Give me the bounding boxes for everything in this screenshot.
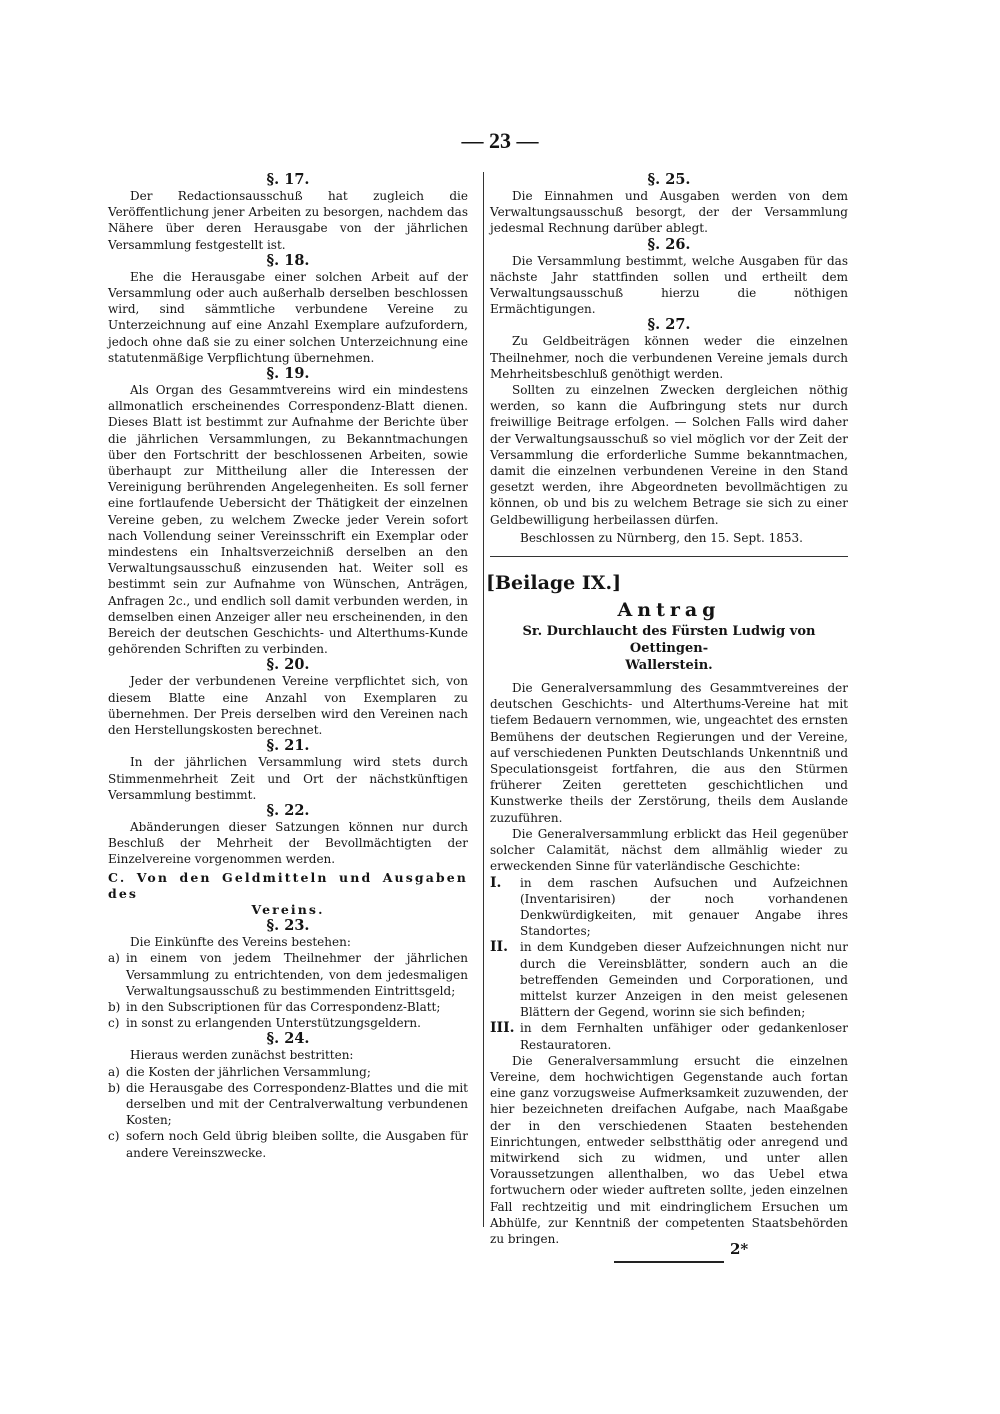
list-item-label: a) xyxy=(108,951,120,966)
list-item xyxy=(490,875,848,940)
list-item-label: I. xyxy=(490,874,502,891)
list-item-label: b) xyxy=(108,1080,121,1095)
list-item-text: in dem Fernhalten unfähiger oder gedankenloser Restauratoren. xyxy=(520,1021,848,1052)
closing-line: Beschlossen zu Nürnberg, den 15. Sept. 1853. xyxy=(520,530,803,545)
section-heading-25: §. 25. xyxy=(647,171,691,188)
list-item xyxy=(108,950,468,999)
appendix-label: [Beilage IX.] xyxy=(486,572,622,595)
list-item xyxy=(108,999,468,1015)
section-text-17: Der Redactionsausschuß hat zugleich die Veröffentlichung jener Arbeiten zu besorgen, nachdem das Nähere über deren Herausgabe von der jährlichen Versammlung festgestellt ist. xyxy=(108,189,468,252)
section-heading-21: §. 21. xyxy=(266,737,310,755)
list-item-text: in dem raschen Aufsuchen und Aufzeichnen (Inventarisiren) der noch vorhandenen Denkwürdigkeiten, mit genauer Angabe ihres Standortes; xyxy=(520,875,848,939)
antrag-title: Antrag xyxy=(617,599,721,622)
list-item-label: c) xyxy=(108,1129,120,1144)
antrag-paragraph-1: Die Generalversammlung des Gesammtvereines der deutschen Geschichts- und Alterthums-Vereine hat mit tiefem Bedauern vernommen, wie, ungeachtet des ernsten Bemühens der deutschen Regierungen und der Vereine, auf verschiedenen Punkten Deutschlands Unkenntniß und Speculationsgeist fortfahren, die aus den Stürmen früherer Zeiten geretteten geschichtlichen und Kunstwerke theils der Zerstörung, theils dem Auslande zuzuführen. xyxy=(490,681,848,825)
list-item xyxy=(490,1020,848,1052)
section-heading-22: §. 22. xyxy=(266,801,310,819)
section-text-27b: Sollten zu einzelnen Zwecken dergleichen nöthig werden, so kann die Aufbringung stets nur durch freiwillige Beitrage erfolgen. — Solchen Falls wird daher der Verwaltungsausschuß so viel möglich vor der Zeit der Versammlung die erforderliche Summe bekanntmachen, damit die einzelnen verbundenen Vereine in den Stand gesetzt werden, ihre Abgeordneten bevollmächtigen zu können, ob und bis zu welchem Betrage sie sich zu einer Geldbewilligung herbeilassen dürfen. xyxy=(490,383,848,527)
left-column xyxy=(108,172,468,1161)
section-divider xyxy=(490,556,848,557)
section-text-19: Als Organ des Gesammtvereins wird ein mindestens allmonatlich erscheinendes Correspondenz-Blatt dienen. Dieses Blatt ist bestimmt zur Aufnahme der Berichte über die jährlichen Versammlungen, zu Bekanntmachungen über den Fortschritt der beschlossenen Arbeiten, sowie überhaupt zur Mittheilung aller die Interessen der Vereinigung berührenden Angelegenheiten. Es soll ferner eine fortlaufende Uebersicht der Thätigkeit der einzelnen Vereine geben, zu welchem Zwecke jeder Verein sofort nach Vollendung seiner Vereinsschrift ein Exemplar oder mindestens ein Inhaltsverzeichniß derselben an den Verwaltungsausschuß einzusenden hat. Weiter soll es bestimmt sein zur Aufnahme von Wünschen, Anträgen, Anfragen 2c., und endlich soll damit verbunden werden, in demselben einen Anzeiger aller neu erscheinenden, in den Bereich der deutschen Geschichts- und Alterthums-Kunde gehörenden Schriften zu verbinden. xyxy=(108,383,468,657)
part-c-heading-line2: Vereins. xyxy=(251,901,325,917)
list-item-label: b) xyxy=(108,999,121,1014)
part-c-heading-line1: C. Von den Geldmitteln und Ausgaben des xyxy=(108,869,468,901)
list-item xyxy=(108,1015,468,1031)
section-intro-24: Hieraus werden zunächst bestritten: xyxy=(130,1048,354,1063)
section-heading-24: §. 24. xyxy=(266,1030,310,1048)
section-intro-23: Die Einkünfte des Vereins bestehen: xyxy=(130,935,351,950)
section-heading-20: §. 20. xyxy=(266,656,310,674)
end-rule xyxy=(614,1261,724,1263)
section-heading-23: §. 23. xyxy=(266,917,310,935)
list-item-text: in dem Kundgeben dieser Aufzeichnungen nicht nur durch die Vereinsblätter, sondern auch an die betreffenden Gemeinden und Corporationen, und mittelst kurzer Anzeigen in den meist gelesenen Blättern der Gegend, worinn sie sich befinden; xyxy=(520,940,848,1020)
list-item-text: sofern noch Geld übrig bleiben sollte, die Ausgaben für andere Vereinszwecke. xyxy=(126,1129,468,1160)
section-heading-19: §. 19. xyxy=(266,365,310,383)
list-item xyxy=(490,939,848,1020)
section-text-22: Abänderungen dieser Satzungen können nur durch Beschluß der Mehrheit der Bevollmächtigten der Einzelvereine vorgenommen werden. xyxy=(108,819,468,867)
list-item-label: c) xyxy=(108,1016,120,1031)
section-heading-17: §. 17. xyxy=(266,171,310,188)
antrag-paragraph-2: Die Generalversammlung erblickt das Heil gegenüber solcher Calamität, nächst dem allmählig wieder zu erweckenden Sinne für vaterländische Geschichte: xyxy=(490,826,848,874)
antrag-paragraph-3: Die Generalversammlung ersucht die einzelnen Vereine, dem hochwichtigen Gegenstande auch fortan eine ganz vorzugsweise Aufmerksamkeit zuzuwenden, der hier bezeichneten dreifachen Aufgabe, nach Maaßgabe der in den verschiedenen Staaten bestehenden Einrichtungen, entweder selbstthätig oder anregend und mitwirkend sich zu widmen, und unter allen Voraussetzungen allenthalben, wo das Uebel etwa fortwuchern oder wieder auftreten sollte, jeden einzelnen Fall rechtzeitig und mit eindringlichem Ersuchen um Abhülfe, zur Kenntniß der competenten Staatsbehörden zu bringen. xyxy=(490,1053,848,1246)
right-column xyxy=(486,171,848,1263)
list-item-text: in den Subscriptionen für das Correspondenz-Blatt; xyxy=(126,999,441,1014)
list-item xyxy=(108,1064,468,1080)
section-text-27a: Zu Geldbeiträgen können weder die einzelnen Theilnehmer, noch die verbundenen Vereine jemals durch Mehrheitsbeschluß genöthigt werden. xyxy=(490,334,848,381)
list-item-text: die Kosten der jährlichen Versammlung; xyxy=(126,1064,371,1079)
antrag-subtitle xyxy=(490,623,848,674)
section-text-18: Ehe die Herausgabe einer solchen Arbeit auf der Versammlung oder auch außerhalb derselben beschlossen wird, sind sämmtliche verbundene Vereine zu Unterzeichnung auf eine Anzahl Exemplare aufzufordern, jedoch ohne daß sie zu einer solchen Unterzeichnung eine statutenmäßige Verpflichtung übernehmen. xyxy=(108,269,468,365)
list-item xyxy=(108,1128,468,1160)
section-heading-18: §. 18. xyxy=(266,251,310,269)
list-item-label: a) xyxy=(108,1064,120,1079)
part-c-heading xyxy=(108,870,468,919)
section-text-25: Die Einnahmen und Ausgaben werden von dem Verwaltungsausschuß besorgt, der der Versammlung jedesmal Rechnung darüber ablegt. xyxy=(490,189,848,236)
list-item-label: III. xyxy=(490,1020,515,1037)
page-number: — 23 — xyxy=(461,128,539,153)
list-item-label: II. xyxy=(490,939,508,956)
antrag-subtitle-line2: Wallerstein. xyxy=(625,658,713,674)
signature-mark: 2* xyxy=(730,1240,749,1258)
section-text-21: In der jährlichen Versammlung wird stets durch Stimmenmehrheit Zeit und Ort der nächstkünftigen Versammlung bestimmt. xyxy=(108,755,468,802)
list-item-text: in sonst zu erlangenden Unterstützungsgeldern. xyxy=(126,1016,421,1031)
section-text-26: Die Versammlung bestimmt, welche Ausgaben für das nächste Jahr stattfinden sollen und ertheilt dem Verwaltungsausschuß hierzu die nöthigen Ermächtigungen. xyxy=(490,253,848,317)
list-item-text: in einem von jedem Theilnehmer der jährlichen Versammlung zu entrichtenden, von dem jedesmaligen Verwaltungsausschuß zu bestimmenden Eintrittsgeld; xyxy=(126,951,468,998)
section-text-20: Jeder der verbundenen Vereine verpflichtet sich, von diesem Blatte eine Anzahl von Exemplaren zu übernehmen. Der Preis derselben wird den Vereinen nach den Herstellungskosten berechnet. xyxy=(108,674,468,738)
list-item xyxy=(108,1080,468,1129)
antrag-subtitle-line1: Sr. Durchlaucht des Fürsten Ludwig von Oettingen- xyxy=(522,624,816,657)
section-heading-26: §. 26. xyxy=(647,235,691,253)
list-item-text: die Herausgabe des Correspondenz-Blattes und die mit derselben und mit der Centralverwaltung verbundenen Kosten; xyxy=(126,1080,468,1128)
section-heading-27: §. 27. xyxy=(647,316,691,334)
column-divider xyxy=(483,172,484,1227)
